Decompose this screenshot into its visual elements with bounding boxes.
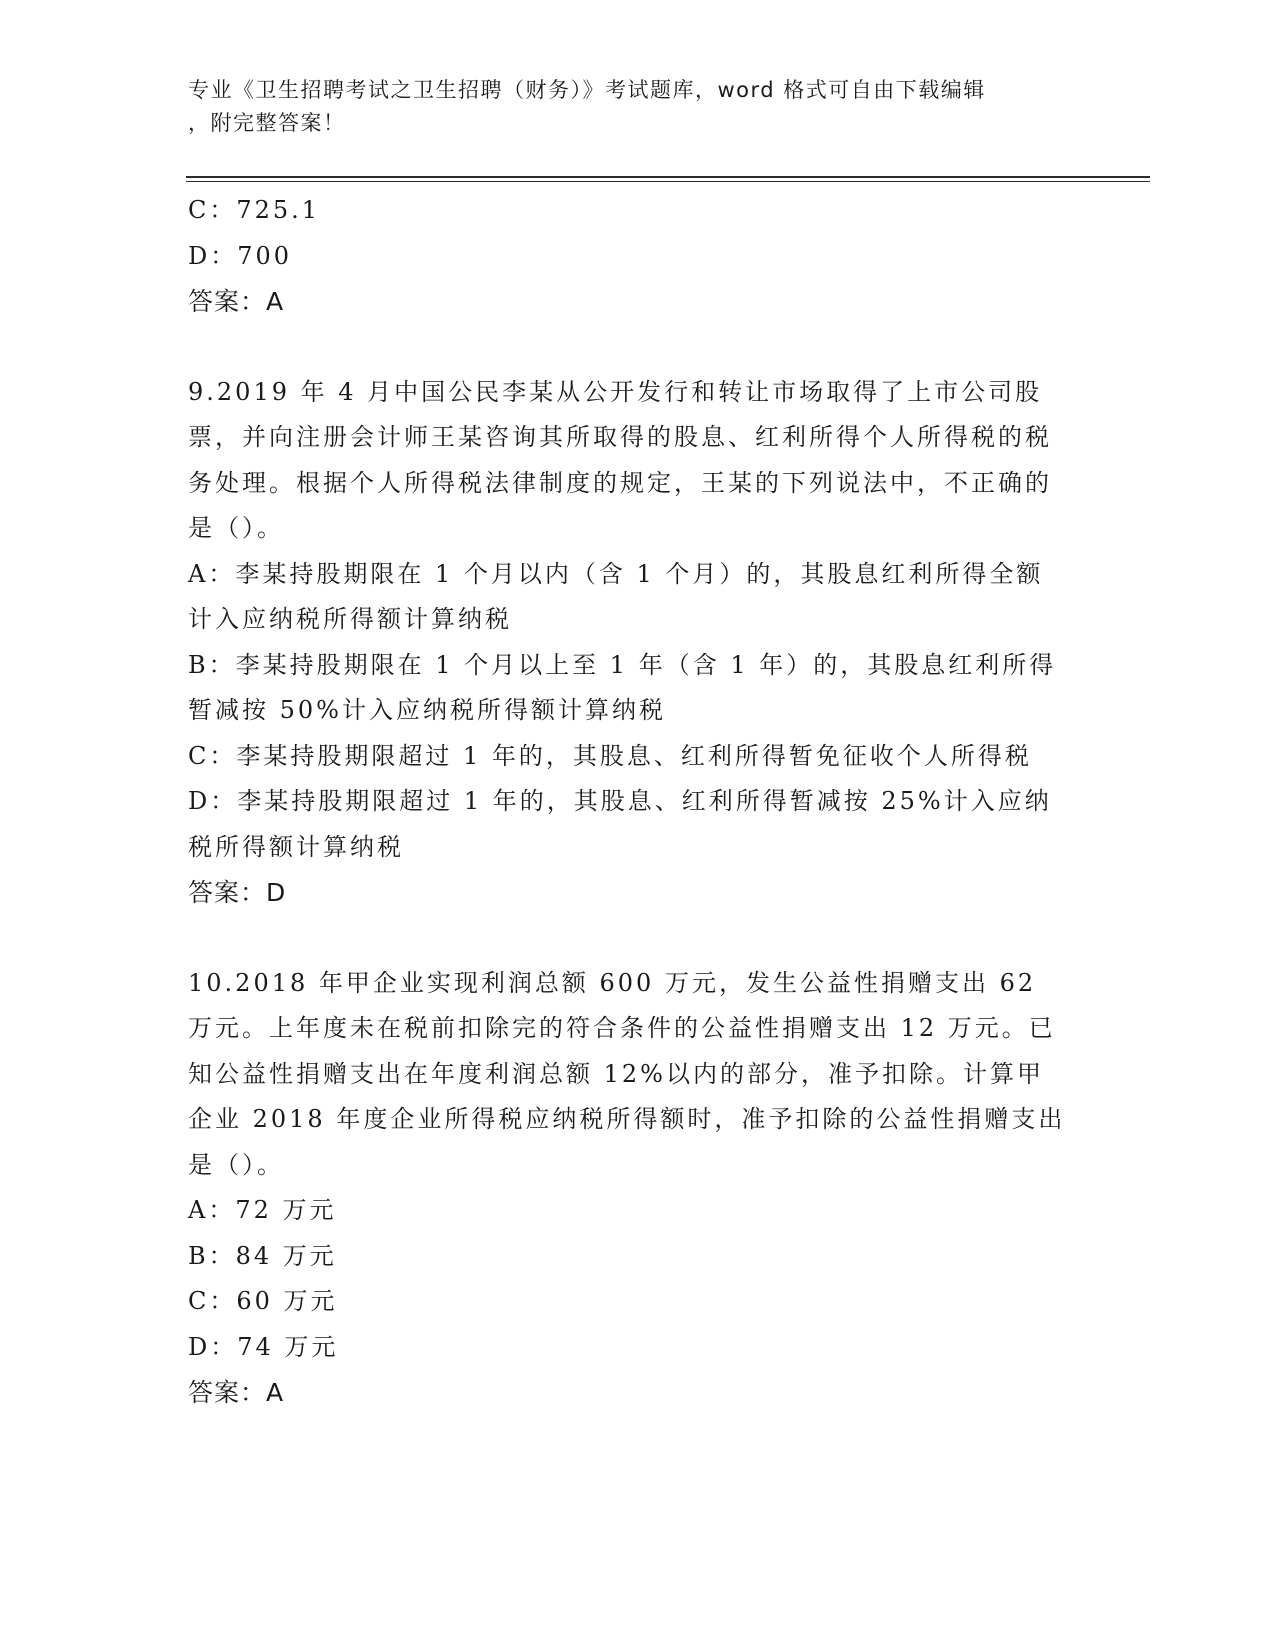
option-d: D：700: [188, 241, 293, 270]
answer-line: 答案：A: [188, 1378, 285, 1407]
answer-line: 答案：D: [188, 878, 287, 907]
option-d: D：李某持股期限超过 1 年的，其股息、红利所得暂减按 25%计入应纳税所得额计算纳税: [188, 787, 1052, 861]
header-rule-thin: [186, 181, 1150, 182]
question-10: [188, 961, 1068, 1416]
document-body: [188, 188, 1068, 1416]
option-a: A：72 万元: [188, 1196, 337, 1224]
option-d: D：74 万元: [188, 1332, 339, 1361]
option-b: B：李某持股期限在 1 个月以上至 1 年（含 1 年）的，其股息红利所得暂减按 50%计入应纳税所得额计算纳税: [188, 650, 1057, 724]
option-c: C：李某持股期限超过 1 年的，其股息、红利所得暂免征收个人所得税: [188, 741, 1032, 770]
option-a: A：李某持股期限在 1 个月以内（含 1 个月）的，其股息红利所得全额计入应纳税所得额计算纳税: [188, 559, 1044, 633]
option-c: C：60 万元: [188, 1287, 338, 1315]
spacer: [188, 916, 1068, 961]
header-rule-thick: [186, 176, 1150, 178]
question-stem: 9.2019 年 4 月中国公民李某从公开发行和转让市场取得了上市公司股票，并向注册会计师王某咨询其所取得的股息、红利所得个人所得税的税务处理。根据个人所得税法律制度的规定，王某的下列说法中，不正确的是（）。: [188, 377, 1052, 542]
question-9: [188, 370, 1068, 916]
header-line-2: ，附完整答案！: [188, 111, 346, 135]
option-c: C：725.1: [188, 196, 321, 224]
question-stem: 10.2018 年甲企业实现利润总额 600 万元，发生公益性捐赠支出 62 万元。上年度未在税前扣除完的符合条件的公益性捐赠支出 12 万元。已知公益性捐赠支出在年度利润总额 12%以内的部分，准予扣除。计算甲企业 2018 年度企业所得税应纳税所得额时，准予扣除的公益性捐赠支出是（）。: [188, 968, 1066, 1179]
header-line-1: 专业《卫生招聘考试之卫生招聘（财务）》考试题库，word 格式可自由下载编辑: [188, 78, 986, 102]
spacer: [188, 325, 1068, 370]
answer-line: 答案：A: [188, 287, 285, 316]
document-header: [188, 74, 1068, 140]
option-b: B：84 万元: [188, 1241, 337, 1270]
previous-question-tail: [188, 188, 1068, 325]
